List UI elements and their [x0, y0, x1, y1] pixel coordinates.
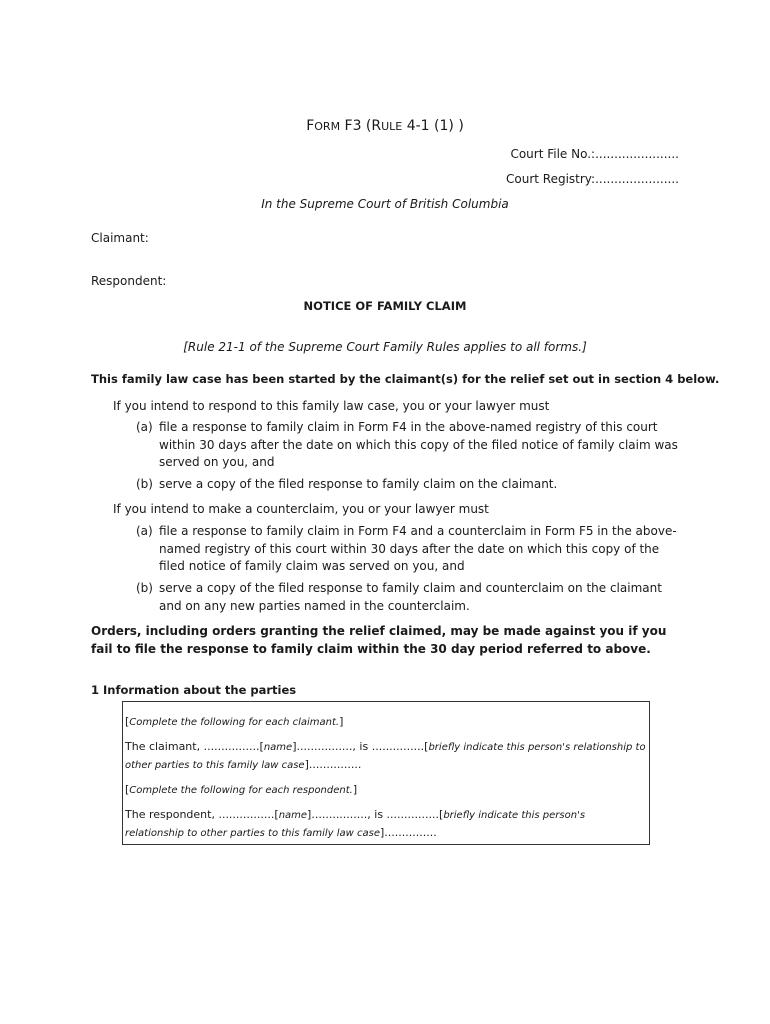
claimant-label: Claimant: [91, 231, 149, 245]
court-name: In the Supreme Court of British Columbia [261, 197, 509, 211]
item-label: (a) [136, 524, 153, 538]
claimant-line-1: The claimant, ................[name]................, is ...............[briefly indicate this person's relationship to [125, 740, 646, 753]
counter-item-a [136, 523, 682, 577]
started-statement: This family law case has been started by the claimant(s) for the relief set out in section 4 below. [91, 372, 720, 386]
item-text: serve a copy of the filed response to family claim on the claimant. [159, 477, 558, 491]
item-label: (b) [136, 477, 153, 491]
respondent-label: Respondent: [91, 274, 167, 288]
respondent-line-2: relationship to other parties to this family law case]............... [125, 826, 437, 839]
section-1-title: 1 Information about the parties [91, 683, 297, 697]
respondent-instruction: [Complete the following for each respondent.] [125, 783, 358, 796]
counter-item-b [136, 580, 682, 616]
respondent-line-1: The respondent, ................[name]................, is ...............[briefly indicate this person's [125, 808, 586, 821]
respond-item-b [136, 476, 682, 494]
respond-item-a [136, 419, 682, 473]
claimant-line-2: other parties to this family law case]............... [125, 758, 362, 771]
claimant-instruction: [Complete the following for each claimant.] [125, 715, 344, 728]
rule-note: [Rule 21-1 of the Supreme Court Family Rules applies to all forms.] [183, 340, 587, 354]
item-text: serve a copy of the filed response to family claim and counterclaim on the claimant and on any new parties named in the counterclaim. [159, 581, 662, 613]
item-text: file a response to family claim in Form F4 and a counterclaim in Form F5 in the above-named registry of this court within 30 days after the date on which this copy of the filed notice of family claim was served on you, and [159, 524, 677, 573]
court-registry: Court Registry:...................... [506, 172, 679, 186]
respond-intro: If you intend to respond to this family law case, you or your lawyer must [113, 399, 550, 413]
counter-intro: If you intend to make a counterclaim, you or your lawyer must [113, 502, 489, 516]
orders-warning: Orders, including orders granting the relief claimed, may be made against you if you fail to file the response to family claim within the 30 day period referred to above. [91, 624, 667, 656]
item-label: (b) [136, 581, 153, 595]
item-text: file a response to family claim in Form F4 in the above-named registry of this court within 30 days after the date on which this copy of the filed notice of family claim was served on you, and [159, 420, 678, 469]
item-label: (a) [136, 420, 153, 434]
parties-box [122, 701, 650, 845]
court-file-number: Court File No.:...................... [510, 147, 679, 161]
form-title: FORM F3 (RULE 4-1 (1) ) [306, 118, 464, 134]
notice-title: NOTICE OF FAMILY CLAIM [303, 299, 467, 313]
